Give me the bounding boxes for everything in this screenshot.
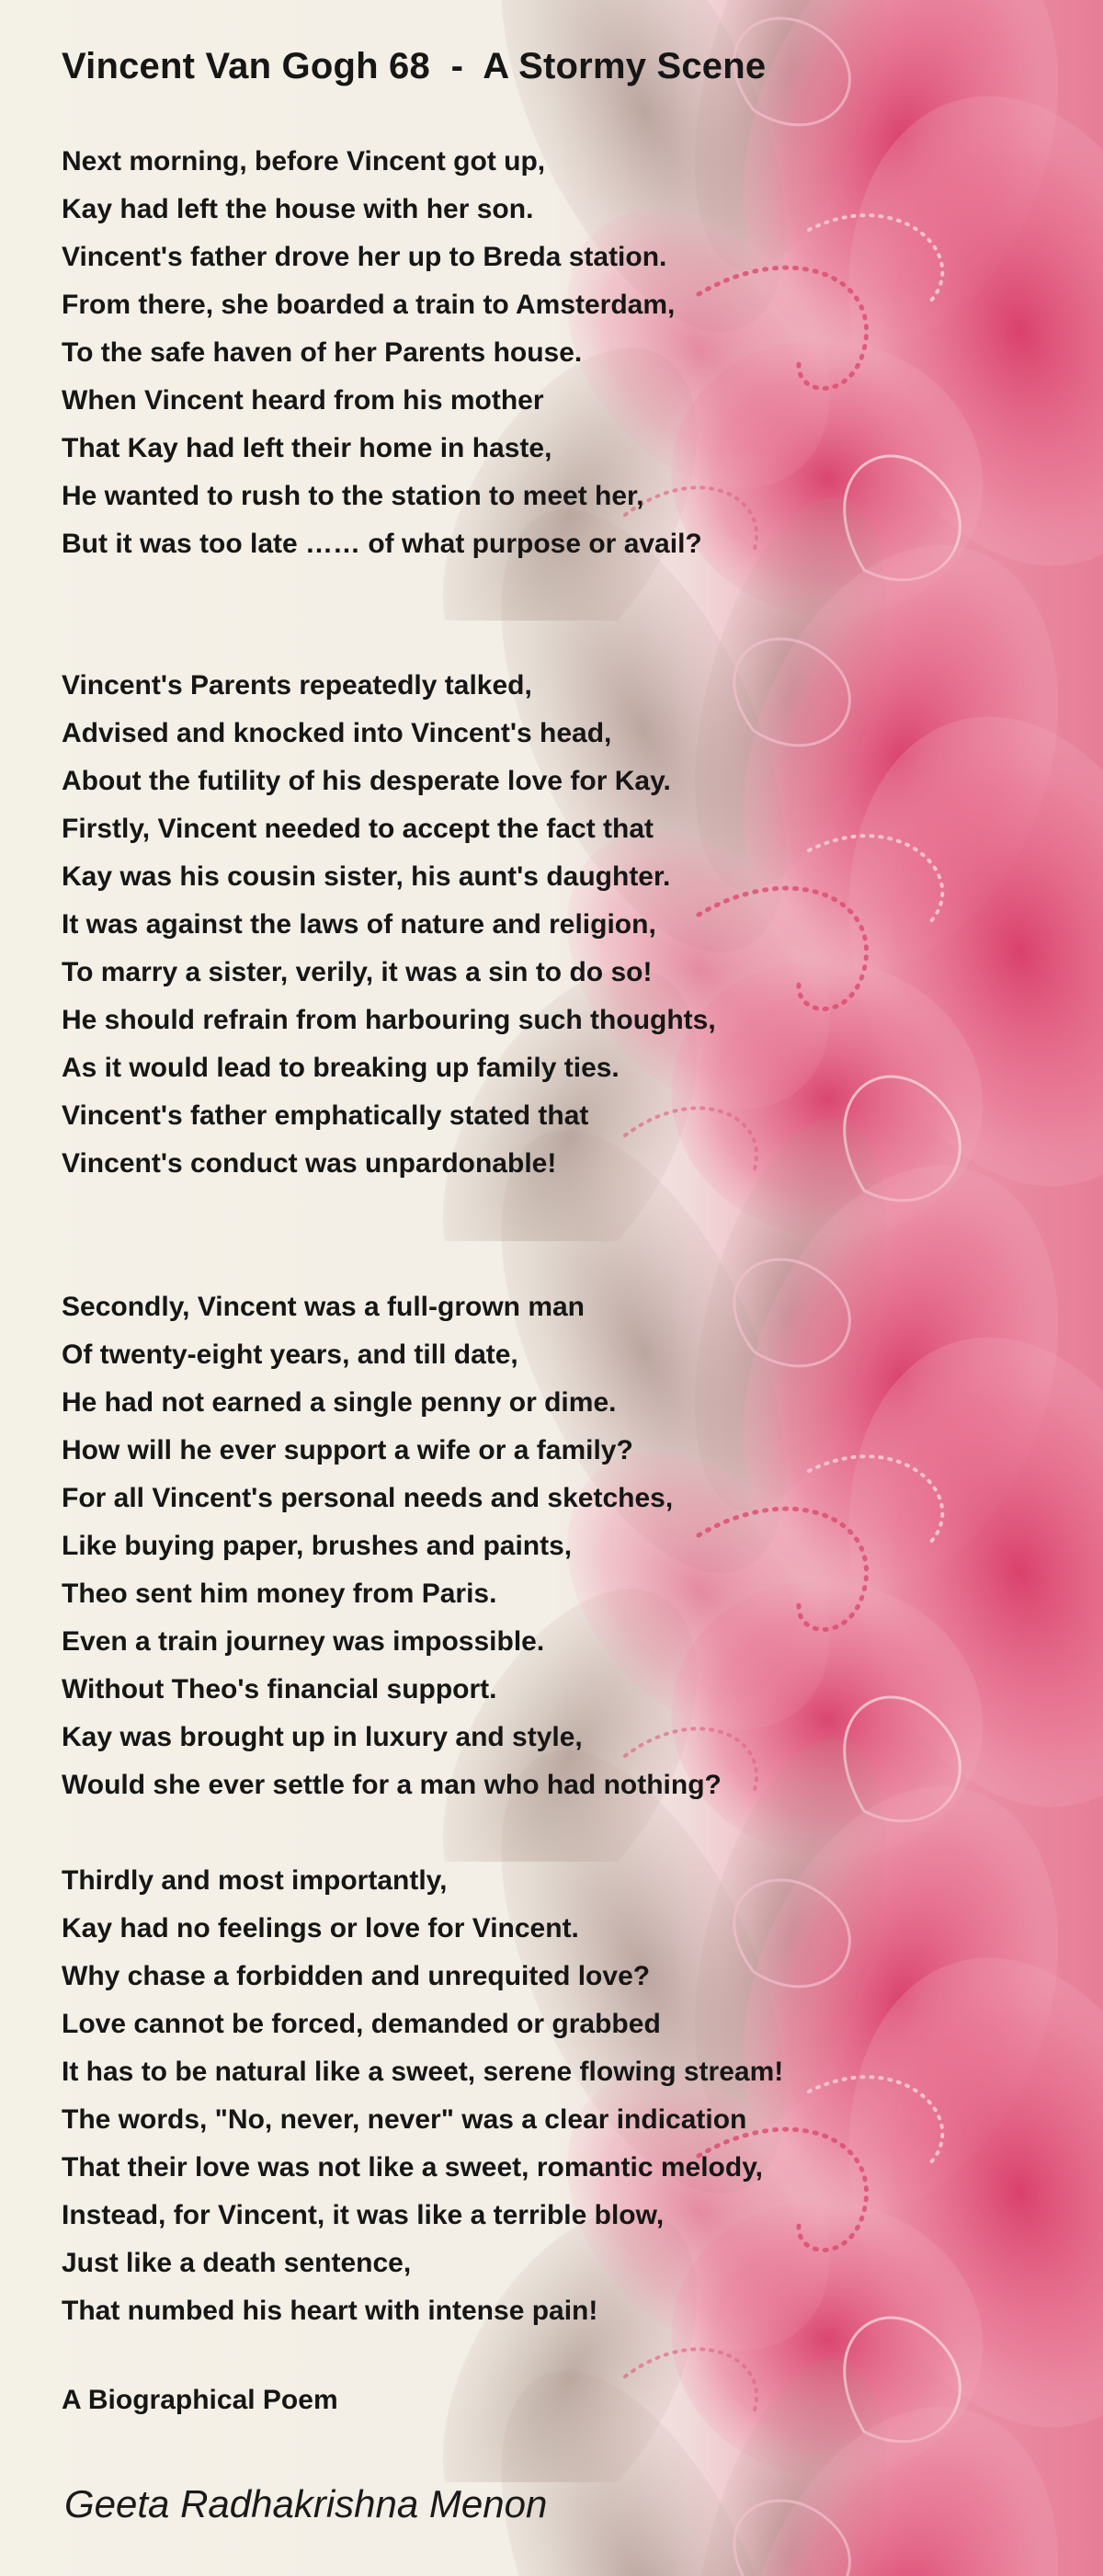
poem-line: To marry a sister, verily, it was a sin to do so! — [62, 957, 653, 987]
poem-line: To the safe haven of her Parents house. — [62, 337, 583, 368]
author-name: Geeta Radhakrishna Menon — [64, 2482, 548, 2525]
poem-line: Kay was his cousin sister, his aunt's daughter. — [62, 861, 671, 892]
poem-line: Without Theo's financial support. — [62, 1674, 497, 1704]
poem-line: Like buying paper, brushes and paints, — [62, 1531, 573, 1561]
poem-line: Vincent's conduct was unpardonable! — [62, 1148, 557, 1179]
poem-line: Even a train journey was impossible. — [62, 1626, 545, 1657]
poem-line: Kay was brought up in luxury and style, — [62, 1722, 583, 1752]
poem-line: It was against the laws of nature and religion, — [62, 909, 656, 940]
poem-line: For all Vincent's personal needs and sketches, — [62, 1483, 674, 1513]
poem-line: From there, she boarded a train to Amsterdam, — [62, 290, 676, 320]
poem-line: Firstly, Vincent needed to accept the fact that — [62, 814, 654, 844]
poem-line: Would she ever settle for a man who had nothing? — [62, 1770, 722, 1800]
poem-line: That Kay had left their home in haste, — [62, 433, 552, 463]
poem-line: He wanted to rush to the station to meet her, — [62, 481, 644, 511]
poem-line: That their love was not like a sweet, romantic melody, — [62, 2152, 763, 2183]
stanza-4 — [62, 1857, 1036, 2335]
poem-line: Next morning, before Vincent got up, — [62, 146, 546, 177]
poem-line: Love cannot be forced, demanded or grabbed — [62, 2009, 661, 2039]
poem-line: Thirdly and most importantly, — [62, 1865, 448, 1896]
poem-category: A Biographical Poem — [62, 2385, 338, 2415]
poem-line: Of twenty-eight years, and till date, — [62, 1339, 518, 1370]
poem-line: He had not earned a single penny or dime. — [62, 1387, 617, 1418]
poem-line: Vincent's Parents repeatedly talked, — [62, 670, 532, 701]
poem-line: Why chase a forbidden and unrequited love? — [62, 1961, 651, 1991]
poem-line: The words, "No, never, never" was a clear indication — [62, 2104, 747, 2135]
poem-line: Secondly, Vincent was a full-grown man — [62, 1292, 586, 1322]
stanza-2 — [62, 662, 1036, 1188]
poem-line: But it was too late …… of what purpose or avail? — [62, 529, 702, 559]
poem-line: When Vincent heard from his mother — [62, 385, 544, 416]
poem-line: It has to be natural like a sweet, serene flowing stream! — [62, 2057, 784, 2087]
poem-line: Kay had left the house with her son. — [62, 194, 534, 224]
stanza-3 — [62, 1283, 1036, 1809]
stanza-1 — [62, 138, 1036, 568]
poem-line: Kay had no feelings or love for Vincent. — [62, 1913, 579, 1943]
poem-line: Advised and knocked into Vincent's head, — [62, 718, 612, 748]
poem-line: About the futility of his desperate love for Kay. — [62, 766, 671, 796]
poem-line: That numbed his heart with intense pain! — [62, 2296, 598, 2326]
poem-line: Just like a death sentence, — [62, 2248, 412, 2278]
poem-line: Vincent's father drove her up to Breda station. — [62, 242, 667, 272]
poem-title: Vincent Van Gogh 68 - A Stormy Scene — [62, 46, 767, 86]
poem-line: Instead, for Vincent, it was like a terrible blow, — [62, 2200, 665, 2230]
poem-line: Theo sent him money from Paris. — [62, 1579, 497, 1609]
poem-line: How will he ever support a wife or a family? — [62, 1435, 633, 1465]
poem-line: He should refrain from harbouring such thoughts, — [62, 1005, 716, 1035]
poem-line: As it would lead to breaking up family ties. — [62, 1053, 620, 1083]
poem-line: Vincent's father emphatically stated that — [62, 1100, 589, 1131]
